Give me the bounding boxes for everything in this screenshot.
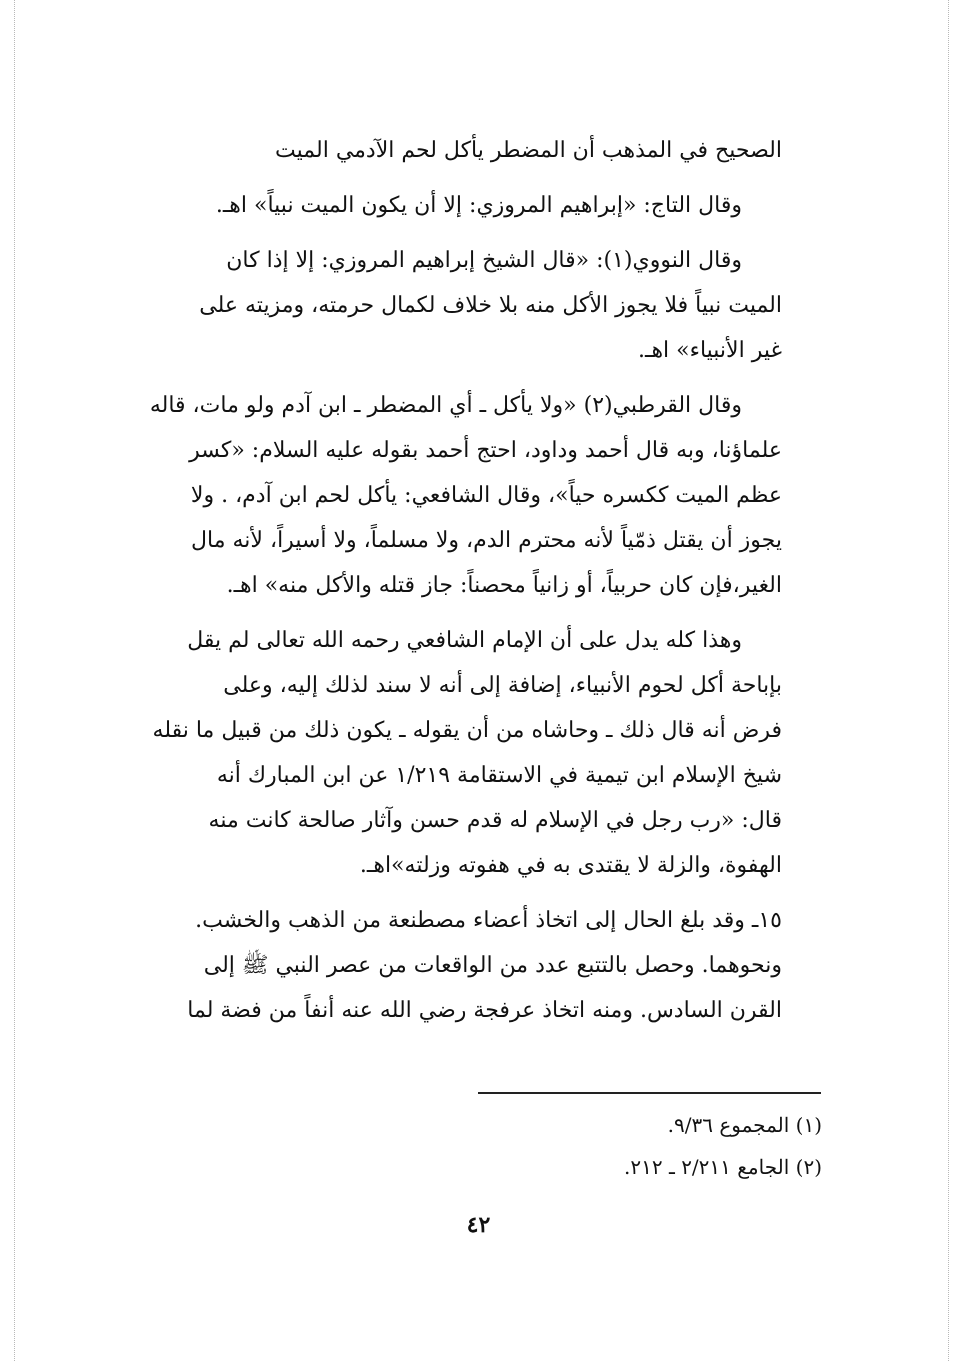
text-line: بإباحة أكل لحوم الأنبياء، إضافة إلى أنه لا سند لذلك إليه، وعلى — [223, 673, 782, 698]
paragraph-3 — [110, 238, 782, 373]
text-line: شيخ الإسلام ابن تيمية في الاستقامة ١/٢١٩ عن ابن المبارك أنه — [216, 763, 782, 788]
text-line: قال: «رب رجل في الإسلام له قدم حسن وآثار صالحة كانت منه — [208, 808, 782, 833]
text-line: فرض أنه قال ذلك ـ وحاشاه من أن يقوله ـ يكون ذلك من قبيل ما نقله — [152, 718, 782, 743]
text-line: الميت نبياً فلا يجوز الأكل منه بلا خلاف لكمال حرمته، ومزيته على — [199, 293, 782, 318]
paragraph-6 — [110, 898, 782, 1033]
text-line: الهفوة، والزلة لا يقتدى به في هفوته وزلته»اهـ. — [359, 853, 782, 878]
text-line: وهذا كله يدل على أن الإمام الشافعي رحمه الله تعالى لم يقل — [187, 628, 742, 653]
text-line: يجوز أن يقتل ذمّياً لأنه محترم الدم، ولا مسلماً، ولا أسيراً، لأنه مال — [191, 528, 782, 553]
text-line: وقال النووي(١): «قال الشيخ إبراهيم المروزي: إلا إذا كان — [226, 248, 742, 273]
footnote-separator — [478, 1092, 821, 1094]
text-line: الغير،فإن كان حربياً، أو زانياً محصناً: جاز قتله والأكل منه» اهـ. — [226, 573, 782, 598]
paragraph-1 — [110, 128, 782, 173]
text-line: غير الأنبياء» اهـ. — [638, 338, 782, 363]
right-margin-guide — [948, 0, 949, 1361]
paragraph-2 — [110, 183, 782, 228]
paragraph-4 — [110, 383, 782, 608]
text-line: الصحيح في المذهب أن المضطر يأكل لحم الآدمي الميت — [275, 138, 782, 163]
text-line: ١٥ـ وقد بلغ الحال إلى اتخاذ أعضاء مصطنعة من الذهب والخشب. — [195, 908, 782, 933]
text-line: القرن السادس. ومنه اتخاذ عرفجة رضي الله عنه أنفاً من فضة لما — [187, 998, 782, 1023]
footnote-1: (١) المجموع ٩/٣٦. — [667, 1113, 822, 1137]
text-line: وقال القرطبي(٢) «ولا يأكل ـ أي المضطر ـ ابن آدم ولو مات، قاله — [149, 393, 742, 418]
footnote-2: (٢) الجامع ٢/٢١١ ـ ٢١٢. — [624, 1155, 822, 1179]
text-line: علماؤنا، وبه قال أحمد وداود، احتج أحمد بقوله عليه السلام: «كسر — [189, 438, 782, 463]
paragraph-5 — [110, 618, 782, 888]
main-text — [110, 128, 782, 1043]
page-number: ٤٢ — [466, 1212, 491, 1238]
left-margin-guide — [14, 0, 15, 1361]
footnotes — [450, 1104, 822, 1188]
text-line: وقال التاج: «إبراهيم المروزي: إلا أن يكون الميت نبياً» اهـ. — [215, 193, 742, 218]
text-line: عظم الميت ككسره حياً»، وقال الشافعي: يأكل لحم ابن آدم، . ولا — [190, 483, 782, 508]
text-line: ونحوهما. وحصل بالتتبع عدد من الواقعات من عصر النبي ﷺ إلى — [203, 953, 782, 978]
